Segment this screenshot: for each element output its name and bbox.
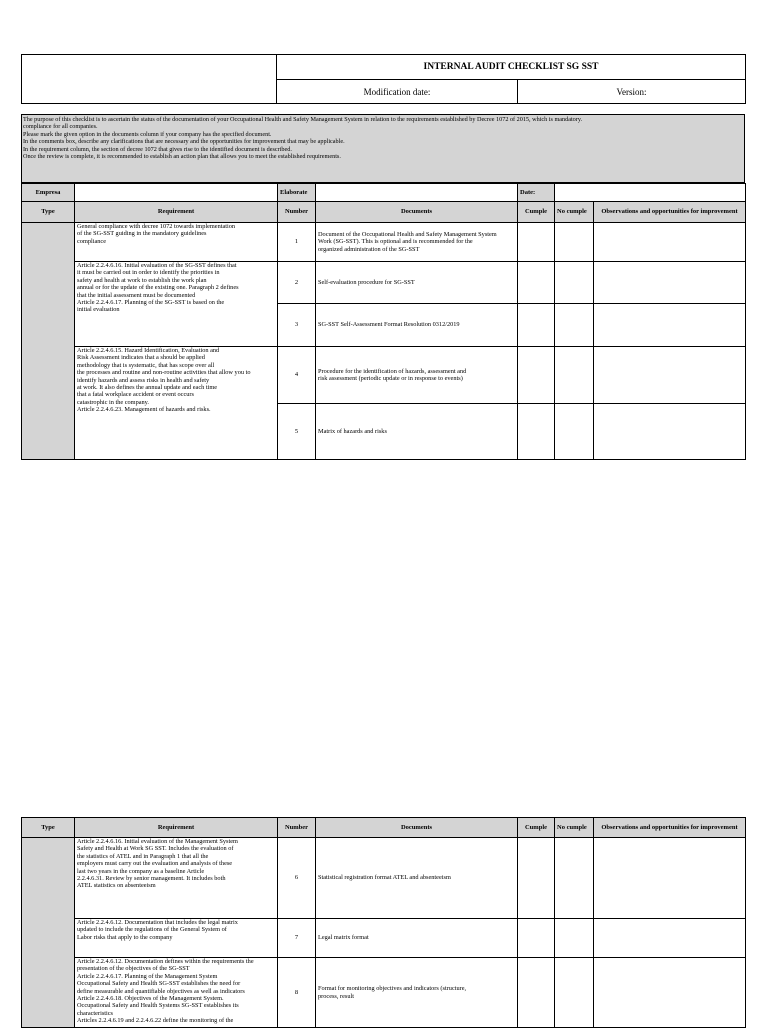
number-cell: 5	[278, 404, 316, 460]
requirement-cell: Article 2.2.4.6.15. Hazard Identification, Evaluation and Risk Assessment indicates that a should be applied methodology that is systematic, that has scope over all the processes and routine and non-routine activities that allow you to identify hazards and assess risks in health and safety at work. It also defines the annual update and each time that a fatal workplace accident or event occurs catastrophic in the company. Article 2.2.4.6.23. Management of hazards and risks.	[75, 347, 278, 460]
number-cell: 7	[278, 919, 316, 958]
col-documents: Documents	[316, 818, 518, 838]
col-no-cumple: No cumple	[555, 202, 594, 223]
cumple-cell[interactable]	[518, 347, 555, 404]
requirement-cell: Article 2.2.4.6.12. Documentation defines within the requirements the presentation of the objectives of the SG-SST Article 2.2.4.6.17. Planning of the Management System Occupational Safety and Health SG-SST establishes the need for define measurable and quantifiable objectives as well as indicators Article 2.2.4.6.18. Objectives of the Management System. Occupational Safety and Health Systems SG-SST establishes its characteristics Articles 2.2.4.6.19 and 2.2.4.6.22 define the monitoring of the	[75, 958, 278, 1028]
no-cumple-cell[interactable]	[555, 223, 594, 262]
no-cumple-cell[interactable]	[555, 404, 594, 460]
number-cell: 4	[278, 347, 316, 404]
date-label: Date:	[518, 184, 555, 202]
no-cumple-cell[interactable]	[555, 347, 594, 404]
observations-cell[interactable]	[594, 404, 746, 460]
document-cell: Self-evaluation procedure for SG-SST	[316, 262, 518, 304]
document-cell: Document of the Occupational Health and Safety Management System Work (SG-SST). This is optional and is recommended for the organized administration of the SG-SST	[316, 223, 518, 262]
col-cumple: Cumple	[518, 202, 555, 223]
logo-cell	[22, 55, 277, 104]
number-cell: 1	[278, 223, 316, 262]
checklist-table-page2	[21, 817, 746, 1028]
purpose-line: compliance for all companies.	[23, 123, 98, 131]
document-cell: Matrix of hazards and risks	[316, 404, 518, 460]
observations-cell[interactable]	[594, 262, 746, 304]
number-cell: 2	[278, 262, 316, 304]
cumple-cell[interactable]	[518, 838, 555, 919]
document-cell: SG-SST Self-Assessment Format Resolution 0312/2019	[316, 304, 518, 347]
cumple-cell[interactable]	[518, 262, 555, 304]
header-table	[21, 54, 746, 104]
purpose-line: Please mark the given option in the documents column if your company has the specified document.	[23, 130, 272, 138]
no-cumple-cell[interactable]	[555, 304, 594, 347]
type-cell	[22, 838, 75, 1028]
document-cell: Format for monitoring objectives and indicators (structure, process, result	[316, 958, 518, 1028]
col-cumple: Cumple	[518, 818, 555, 838]
col-requirement: Requirement	[75, 818, 278, 838]
requirement-cell: Article 2.2.4.6.12. Documentation that includes the legal matrix updated to include the regulations of the General System of Labor risks that apply to the company	[75, 919, 278, 958]
table-row	[22, 838, 746, 919]
info-row	[22, 184, 746, 202]
no-cumple-cell[interactable]	[555, 919, 594, 958]
purpose-box	[21, 114, 745, 183]
document-cell: Procedure for the identification of hazards, assessment and risk assessment (periodic update or in response to events)	[316, 347, 518, 404]
table-row	[22, 958, 746, 1028]
observations-cell[interactable]	[594, 223, 746, 262]
cumple-cell[interactable]	[518, 223, 555, 262]
column-header-row	[22, 202, 746, 223]
type-cell	[22, 223, 75, 460]
col-number: Number	[278, 202, 316, 223]
requirement-cell: Article 2.2.4.6.16. Initial evaluation of the SG-SST defines that it must be carried out in order to identify the priorities in safety and health at work to establish the work plan annual or for the update of the existing one. Paragraph 2 defines that the initial assessment must be documented Article 2.2.4.6.17. Planning of the SG-SST is based on the initial evaluation	[75, 262, 278, 347]
purpose-line: Once the review is complete, it is recommended to establish an action plan that allows you to meet the established requirements.	[23, 153, 341, 161]
document-cell: Legal matrix format	[316, 919, 518, 958]
observations-cell[interactable]	[594, 838, 746, 919]
col-documents: Documents	[316, 202, 518, 223]
empresa-field[interactable]	[75, 184, 278, 202]
column-header-row	[22, 818, 746, 838]
no-cumple-cell[interactable]	[555, 838, 594, 919]
requirement-cell: Article 2.2.4.6.16. Initial evaluation of the Management System Safety and Health at Work SG SST. Includes the evaluation of the statistics of ATEL and in Paragraph 1 that all the employers must carry out the evaluation and analysis of these last two years in the company as a baseline Article 2.2.4.6.31. Review by senior management. It includes both ATEL statistics on absenteeism	[75, 838, 278, 919]
elaborated-field[interactable]	[316, 184, 518, 202]
number-cell: 8	[278, 958, 316, 1028]
observations-cell[interactable]	[594, 347, 746, 404]
observations-cell[interactable]	[594, 958, 746, 1028]
table-row	[22, 223, 746, 262]
col-no-cumple: No cumple	[555, 818, 594, 838]
col-observations: Observations and opportunities for improvement	[594, 818, 746, 838]
col-requirement: Requirement	[75, 202, 278, 223]
cumple-cell[interactable]	[518, 958, 555, 1028]
purpose-line: In the comments box, describe any clarifications that are necessary and the opportunities for improvement that may be applicable.	[23, 138, 345, 146]
cumple-cell[interactable]	[518, 304, 555, 347]
requirement-cell: General compliance with decree 1072 towards implementation of the SG-SST guiding in the mandatory guidelines compliance	[75, 223, 278, 262]
document-cell: Statistical registration format ATEL and absenteeism	[316, 838, 518, 919]
elaborated-label: Elaborate	[278, 184, 316, 202]
no-cumple-cell[interactable]	[555, 262, 594, 304]
col-number: Number	[278, 818, 316, 838]
cumple-cell[interactable]	[518, 404, 555, 460]
no-cumple-cell[interactable]	[555, 958, 594, 1028]
version-label: Version:	[518, 80, 746, 104]
checklist-table-page1	[21, 183, 746, 460]
col-type: Type	[22, 202, 75, 223]
cumple-cell[interactable]	[518, 919, 555, 958]
modification-date-label: Modification date:	[277, 80, 518, 104]
col-type: Type	[22, 818, 75, 838]
table-row	[22, 919, 746, 958]
number-cell: 3	[278, 304, 316, 347]
observations-cell[interactable]	[594, 919, 746, 958]
purpose-line: In the requirement column, the section of decree 1072 that gives rise to the identified document is described.	[23, 145, 292, 153]
observations-cell[interactable]	[594, 304, 746, 347]
table-row	[22, 262, 746, 304]
empresa-label: Empresa	[22, 184, 75, 202]
number-cell: 6	[278, 838, 316, 919]
purpose-line: The purpose of this checklist is to ascertain the status of the documentation of your Occupational Health and Safety Management System in relation to the requirements established by Decree 1072 of 2015, which is mandatory.	[23, 116, 583, 123]
col-observations: Observations and opportunities for improvement	[594, 202, 746, 223]
document-title: INTERNAL AUDIT CHECKLIST SG SST	[277, 55, 746, 80]
date-field[interactable]	[555, 184, 746, 202]
table-row	[22, 347, 746, 404]
